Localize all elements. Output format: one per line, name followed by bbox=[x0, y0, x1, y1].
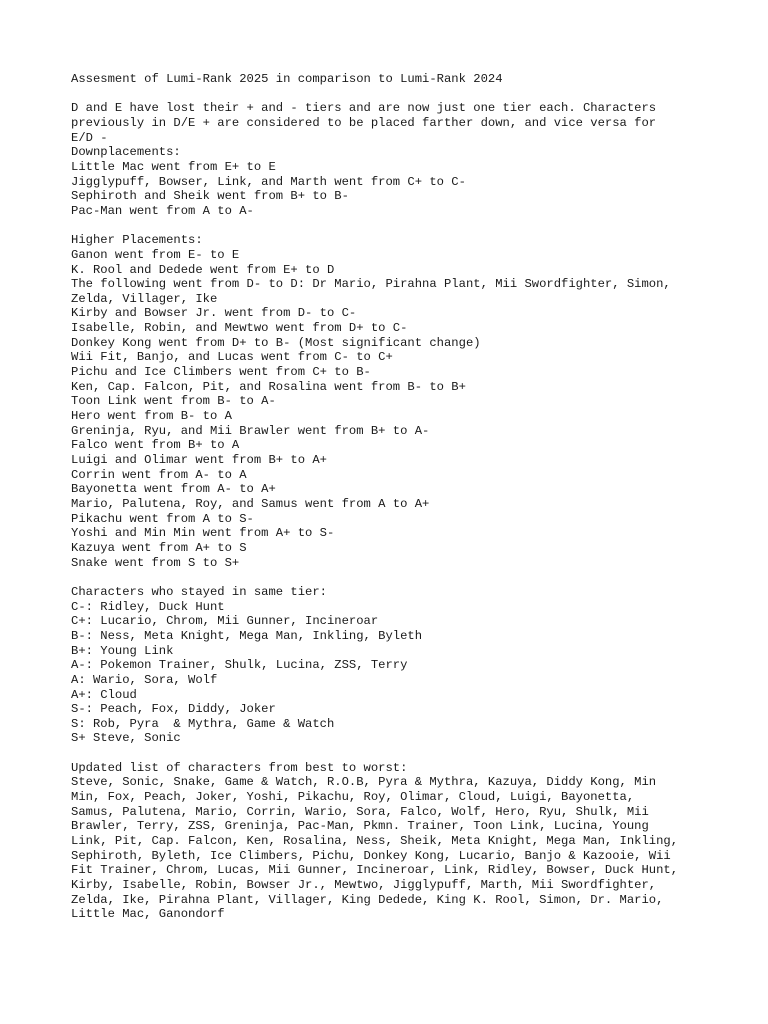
list-line: Sephiroth, Byleth, Ice Climbers, Pichu, Donkey Kong, Lucario, Banjo & Kazooie, Wii bbox=[71, 848, 671, 863]
list-line: Little Mac, Ganondorf bbox=[71, 907, 225, 922]
spacer bbox=[71, 570, 751, 585]
list-item: Wii Fit, Banjo, and Lucas went from C- to C+ bbox=[71, 350, 393, 365]
list-item: Jigglypuff, Bowser, Link, and Marth went from C+ to C- bbox=[71, 174, 466, 189]
list-item: Mario, Palutena, Roy, and Samus went from A to A+ bbox=[71, 497, 430, 511]
list-item: Greninja, Ryu, and Mii Brawler went from B+ to A- bbox=[71, 423, 430, 438]
list-item: A-: Pokemon Trainer, Shulk, Lucina, ZSS, Terry bbox=[71, 658, 408, 673]
section-heading: Updated list of characters from best to worst: bbox=[71, 760, 408, 775]
intro-paragraph bbox=[71, 101, 751, 145]
list-line: Steve, Sonic, Snake, Game & Watch, R.O.B, Pyra & Mythra, Kazuya, Diddy Kong, Min bbox=[71, 775, 657, 790]
higher-placements-section bbox=[71, 233, 751, 570]
list-item: C+: Lucario, Chrom, Mii Gunner, Incineroar bbox=[71, 614, 379, 629]
list-item: Pac-Man went from A to A- bbox=[71, 203, 254, 218]
list-item: C-: Ridley, Duck Hunt bbox=[71, 599, 225, 614]
section-heading: Characters who stayed in same tier: bbox=[71, 584, 327, 599]
list-item: A+: Cloud bbox=[71, 687, 137, 702]
document-page bbox=[71, 72, 751, 922]
list-item: Kirby and Bowser Jr. went from D- to C- bbox=[71, 306, 357, 321]
intro-line: D and E have lost their + and - tiers and are now just one tier each. Characters bbox=[71, 101, 657, 116]
list-item: Falco went from B+ to A bbox=[71, 438, 240, 453]
list-item: Snake went from S to S+ bbox=[71, 555, 240, 570]
list-line: Samus, Palutena, Mario, Corrin, Wario, Sora, Falco, Wolf, Hero, Ryu, Shulk, Mii bbox=[71, 804, 649, 819]
list-item: Isabelle, Robin, and Mewtwo went from D+ to C- bbox=[71, 321, 408, 336]
spacer bbox=[71, 219, 751, 234]
same-tier-section bbox=[71, 585, 751, 746]
list-item: K. Rool and Dedede went from E+ to D bbox=[71, 262, 335, 277]
list-line: Kirby, Isabelle, Robin, Bowser Jr., Mewtwo, Jigglypuff, Marth, Mii Swordfighter, bbox=[71, 878, 657, 893]
list-line: Brawler, Terry, ZSS, Greninja, Pac-Man, Pkmn. Trainer, Toon Link, Lucina, Young bbox=[71, 819, 649, 834]
document-title: Assesment of Lumi-Rank 2025 in comparison to Lumi-Rank 2024 bbox=[71, 72, 503, 86]
list-item: Luigi and Olimar went from B+ to A+ bbox=[71, 453, 327, 468]
list-item: S: Rob, Pyra & Mythra, Game & Watch bbox=[71, 716, 335, 731]
spacer bbox=[71, 746, 751, 761]
list-item: The following went from D- to D: Dr Mario, Pirahna Plant, Mii Swordfighter, Simon, bbox=[71, 277, 671, 292]
list-item: Kazuya went from A+ to S bbox=[71, 540, 247, 555]
list-line: Link, Pit, Cap. Falcon, Ken, Rosalina, Ness, Sheik, Meta Knight, Mega Man, Inkling, bbox=[71, 834, 679, 849]
section-heading: Downplacements: bbox=[71, 145, 181, 160]
downplacements-section bbox=[71, 145, 751, 218]
intro-line: E/D - bbox=[71, 130, 108, 145]
section-heading: Higher Placements: bbox=[71, 233, 203, 248]
list-item: Little Mac went from E+ to E bbox=[71, 159, 276, 174]
list-item: Ganon went from E- to E bbox=[71, 247, 240, 262]
list-item: Toon Link went from B- to A- bbox=[71, 394, 276, 409]
list-item: S-: Peach, Fox, Diddy, Joker bbox=[71, 702, 276, 717]
list-item: Corrin went from A- to A bbox=[71, 467, 247, 482]
list-item: Zelda, Villager, Ike bbox=[71, 291, 218, 306]
list-item: Hero went from B- to A bbox=[71, 409, 232, 424]
list-item: S+ Steve, Sonic bbox=[71, 731, 181, 746]
list-item: A: Wario, Sora, Wolf bbox=[71, 672, 218, 687]
list-item: Donkey Kong went from D+ to B- (Most significant change) bbox=[71, 335, 481, 350]
list-item: Ken, Cap. Falcon, Pit, and Rosalina went from B- to B+ bbox=[71, 379, 466, 394]
list-item: Yoshi and Min Min went from A+ to S- bbox=[71, 526, 335, 541]
list-line: Fit Trainer, Chrom, Lucas, Mii Gunner, Incineroar, Link, Ridley, Bowser, Duck Hunt, bbox=[71, 863, 679, 878]
updated-list-section bbox=[71, 761, 751, 922]
list-item: B+: Young Link bbox=[71, 643, 174, 658]
list-item: Sephiroth and Sheik went from B+ to B- bbox=[71, 189, 349, 204]
list-line: Min, Fox, Peach, Joker, Yoshi, Pikachu, Roy, Olimar, Cloud, Luigi, Bayonetta, bbox=[71, 790, 635, 805]
intro-line: previously in D/E + are considered to be placed farther down, and vice versa for bbox=[71, 115, 657, 130]
list-item: Pikachu went from A to S- bbox=[71, 511, 254, 526]
list-line: Zelda, Ike, Pirahna Plant, Villager, King Dedede, King K. Rool, Simon, Dr. Mario, bbox=[71, 892, 664, 907]
list-item: Pichu and Ice Climbers went from C+ to B- bbox=[71, 365, 371, 380]
list-item: B-: Ness, Meta Knight, Mega Man, Inkling, Byleth bbox=[71, 628, 423, 643]
list-item: Bayonetta went from A- to A+ bbox=[71, 482, 276, 497]
spacer bbox=[71, 87, 751, 102]
